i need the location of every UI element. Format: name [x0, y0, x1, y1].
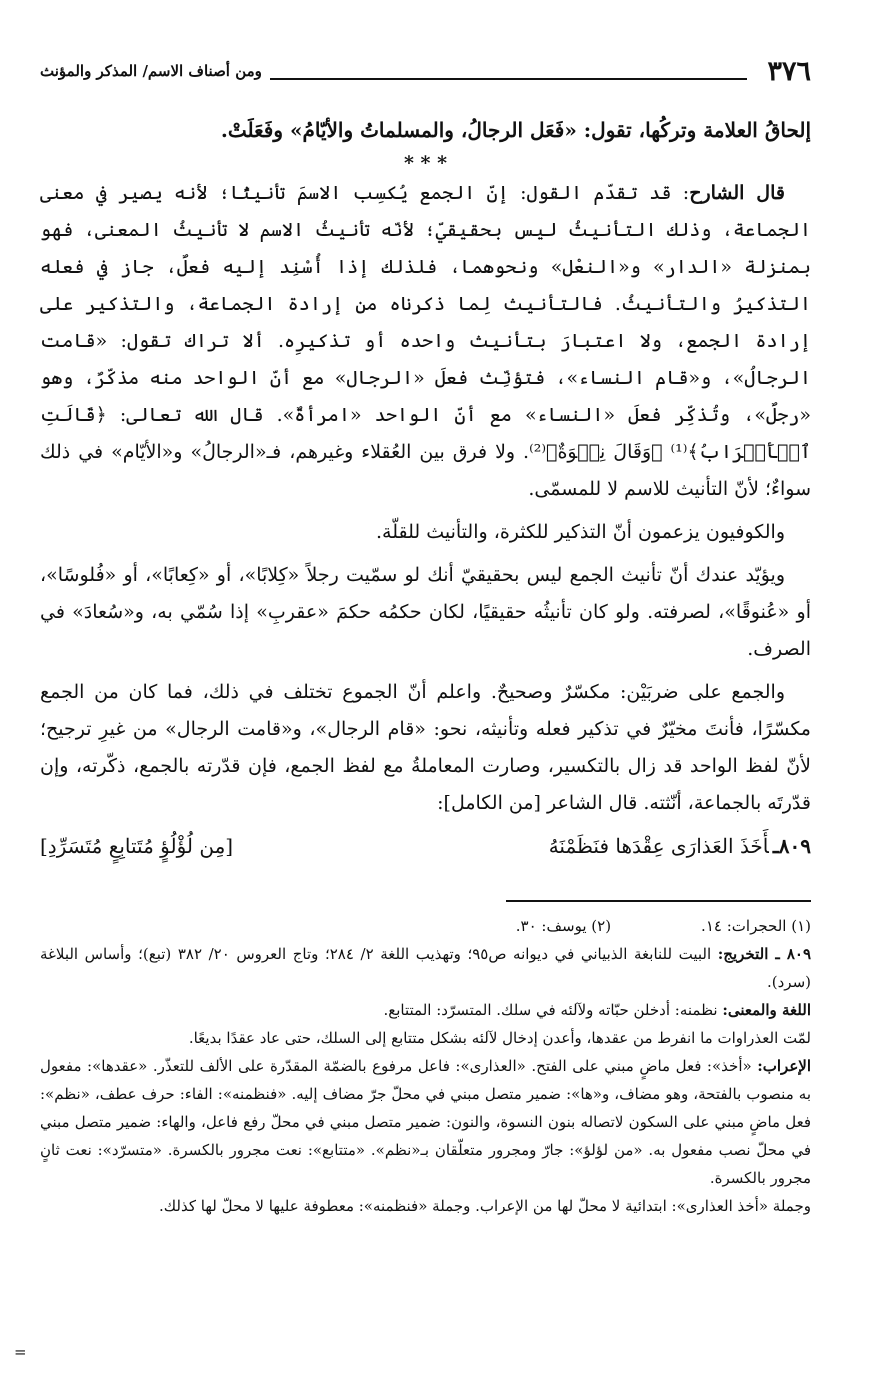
- hemistich-2: [مِن لُؤْلُؤٍ مُتَتابِعٍ مُتَسَرِّدِ]: [40, 834, 234, 858]
- footnote-2: (٢) يوسف: ٣٠.: [515, 917, 612, 935]
- footnote-references: [40, 912, 811, 940]
- paragraph-evidence: ويؤيّد عندك أنّ تأنيث الجمع ليس بحقيقيّ أنك لو سمّيت رجلاً «كِلابًا»، أو «كِعابًا»، أو «فُلوسًا»، أو «عُنوقًا»، لصرفته. ولو كان تأنيثُه حقيقيًا، لكان حكمُه حكمَ «عقربِ» إذا سُمّي به، و«سُعادَ» في الصرف.: [40, 564, 811, 660]
- section-divider: * * *: [403, 152, 448, 174]
- lugha-meaning: لمّت العذراوات ما انفرط من عقدها، وأعدن إدخال لآلئه بشكل متتابع إلى السلك، حتى عاد عقدًا بديعًا.: [188, 1029, 811, 1047]
- verse-first-half: [549, 826, 811, 866]
- running-title: ومن أصناف الاسم/ المذكر والمؤنث: [40, 62, 262, 80]
- lugha-text: نظمنه: أدخلن حبّاته ولآلئه في سلك. المتسرّد: المتتابع.: [383, 1001, 723, 1019]
- hemistich-1: أَخَذَ العَذارَى عِقْدَها فنَظَمْنَهُ: [548, 834, 769, 858]
- irab-text: «أخذ»: فعل ماضٍ مبني على الفتح. «العذارى»: فاعل مرفوع بالضمّة المقدّرة على الألف للتعذّر. «عقدها»: مفعول به منصوب بالفتحة، وهو مضاف، و«ها»: ضمير متصل مبني في محلّ جرّ مضاف إليه. «فنظمنه»: الفاء: حرف عطف، «نظم»: فعل ماضٍ مبني على السكون لاتصاله بنون النسوة، والنون: ضمير متصل مبني في محلّ رفع فاعل، والهاء: ضمير متصل مبني في محلّ نصب مفعول به. «من لؤلؤ»: جارّ ومجرور متعلّقان بـ«نظم». «متتابع»: نعت مجرور بالكسرة. «متسرّد»: نعت ثانٍ مجرور بالكسرة.: [40, 1057, 811, 1187]
- takhrij-text: البيت للنابغة الذبياني في ديوانه ص٩٥؛ وتهذيب اللغة ٢/ ٢٨٤؛ وتاج العروس ٢٠/ ٣٨٢ (تبع)؛ وأساس البلاغة (سرد).: [40, 945, 811, 991]
- main-text: [40, 112, 811, 866]
- lugha-label: اللغة والمعنى:: [722, 1001, 811, 1019]
- jumla-note: وجملة «أخذ العذارى»: ابتدائية لا محلّ لها من الإعراب. وجملة «فنظمنه»: معطوفة عليها لا محلّ لها كذلك.: [159, 1197, 811, 1215]
- footnotes: [40, 912, 811, 1220]
- running-header: [40, 54, 811, 88]
- irab-label: الإعراب:: [757, 1057, 811, 1075]
- paragraph-plural-types: والجمع على ضربَيْن: مكسّرٌ وصحيحٌ. واعلم أنّ الجموع تختلف في ذلك، فما كان من الجمع مكسّرًا، فأنتَ مخيّرٌ في تذكير فعله وتأنيثه، نحو: «قام الرجال»، و«قامت الرجال» من غيرِ ترجيح؛ لأنّ لفظ الواحد قد زال بالتكسير، وصارت المعاملةُ مع لفظ الجمع، فإن قدّرته بالجمع، ذكّرته، وإن قدّرتَه بالجماعة، أنّثته. قال الشاعر [من الكامل]:: [40, 681, 811, 814]
- poetry-verse: [40, 826, 811, 866]
- header-rule: [270, 78, 748, 80]
- commentator-label: قال الشارح: [689, 182, 785, 204]
- paragraph-kufans: والكوفيون يزعمون أنّ التذكير للكثرة، والتأنيث للقلّة.: [375, 521, 785, 543]
- takhrij-note: [40, 940, 811, 996]
- footnote-separator: [506, 900, 811, 902]
- commentary-paragraph: [40, 175, 811, 508]
- lead-paragraph: إلحاقُ العلامة وتركُها، تقول: «فَعَل الرجالُ، والمسلماتُ والأيّامُ» وفَعَلَتْ.: [220, 118, 811, 142]
- commentary-text: : قد تقدّم القول: إنّ الجمع يُكسِب الاسمَ تأنيثًا؛ لأنه يصير في معنى الجماعة، وذلك التأنيثُ ليس بحقيقيّ؛ لأنّه تأنيثُ الاسم لا تأنيثُ المعنى، فهو بمنزلة «الدار» و«النعْل» ونحوهما، فلذلك إذا أُسْنِد إليه فعلٌ، جاز في فعله التذكيرُ والتأنيثُ. فالتأنيث لِما ذكرناه من إرادة الجماعة، والتذكير على إرادة الجمع، ولا اعتبارَ بتأنيث واحده أو تذكيرِه. ألا تراك تقول: «قامت الرجالُ»، و«قام النساء»، فتؤنِّث فعلَ «الرجال» مع أنّ الواحد منه مذكّرٌ، وهو «رجلٌ»، وتُذكِّر فعلَ «النساء» مع أنّ الواحد «امرأةٌ». قال الله تعالى: ﴿قَالَتِ ٱلۡأَعۡرَابُ﴾⁽¹⁾ ﴿وَقَالَ نِسۡوَةٌ﴾⁽²⁾. ولا فرق بين العُقلاء وغيرهم، فـ«الرجالُ» و«الأيّام» في ذلك سواءٌ؛ لأنّ التأنيث للاسم لا للمسمّى.: [40, 182, 811, 500]
- takhrij-label: ٨٠٩ ـ التخريج:: [717, 945, 811, 963]
- lugha-note: [40, 996, 811, 1024]
- verse-number: ٨٠٩ـ: [772, 834, 811, 858]
- footnote-1: (١) الحجرات: ١٤.: [701, 917, 811, 935]
- margin-mark: =: [14, 1343, 27, 1361]
- irab-note: [40, 1052, 811, 1192]
- page-number: ٣٧٦: [767, 55, 811, 87]
